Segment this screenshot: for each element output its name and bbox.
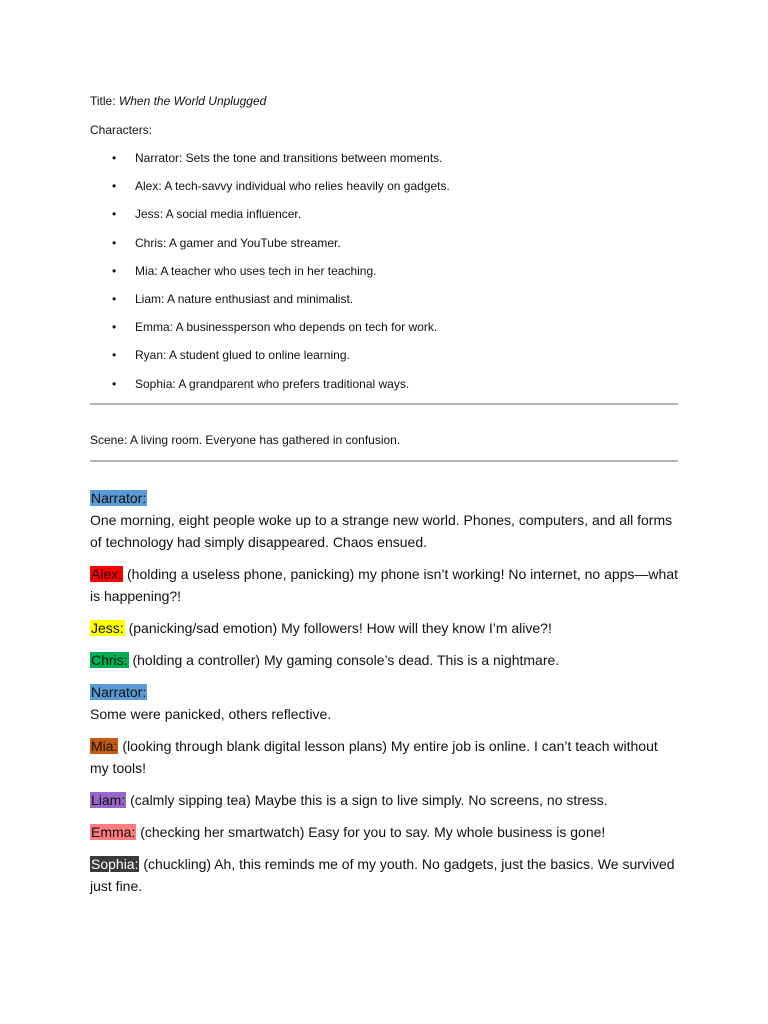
bullet-icon: • bbox=[112, 207, 117, 222]
dialogue-text: One morning, eight people woke up to a strange new world. Phones, computers, and all forms of technology had simply disappeared. Chaos ensued. bbox=[90, 512, 673, 550]
speaker-narrator: Narrator: bbox=[91, 490, 147, 506]
dialogue-text: (calmly sipping tea) Maybe this is a sign to live simply. No screens, no stress. bbox=[130, 792, 608, 808]
speaker-mia: Mia: bbox=[91, 738, 118, 754]
divider-bottom bbox=[90, 460, 678, 462]
dialogue-text: (panicking/sad emotion) My followers! How will they know I’m alive?! bbox=[128, 620, 552, 636]
dialogue-jess bbox=[90, 617, 678, 639]
speaker-narrator: Narrator: bbox=[91, 684, 147, 700]
dialogue-liam bbox=[90, 789, 678, 811]
bullet-icon: • bbox=[112, 179, 117, 194]
characters-heading: Characters: bbox=[90, 123, 153, 137]
character-item-liam: • Liam: A nature enthusiast and minimalist. bbox=[112, 291, 354, 306]
bullet-icon: • bbox=[112, 376, 117, 391]
divider-top bbox=[90, 403, 678, 405]
dialogue-emma bbox=[90, 821, 678, 843]
bullet-icon: • bbox=[112, 235, 117, 250]
character-item-ryan: • Ryan: A student glued to online learning. bbox=[112, 348, 350, 363]
bullet-icon: • bbox=[112, 320, 117, 335]
title-label: Title: bbox=[90, 94, 116, 108]
dialogue-text: (checking her smartwatch) Easy for you to say. My whole business is gone! bbox=[140, 824, 606, 840]
dialogue-text: (chuckling) Ah, this reminds me of my youth. No gadgets, just the basics. We survived just fine. bbox=[90, 856, 675, 894]
character-item-mia: • Mia: A teacher who uses tech in her teaching. bbox=[112, 263, 377, 278]
dialogue-narrator-1 bbox=[90, 487, 678, 553]
dialogue-mia bbox=[90, 735, 678, 779]
dialogue-alex bbox=[90, 563, 678, 607]
speaker-alex: Alex: bbox=[91, 566, 123, 582]
character-item-narrator: • Narrator: Sets the tone and transitions between moments. bbox=[112, 151, 443, 165]
character-item-emma: • Emma: A businessperson who depends on tech for work. bbox=[112, 320, 438, 335]
dialogue-text: (looking through blank digital lesson plans) My entire job is online. I can’t teach without my tools! bbox=[90, 738, 658, 776]
bullet-icon: • bbox=[112, 263, 117, 278]
character-list bbox=[90, 150, 678, 404]
speaker-chris: Chris: bbox=[91, 652, 128, 668]
scene-description: Scene: A living room. Everyone has gathered in confusion. bbox=[90, 433, 401, 447]
dialogue-sophia bbox=[90, 853, 678, 897]
dialogue-chris bbox=[90, 649, 678, 671]
bullet-icon: • bbox=[112, 291, 117, 306]
character-item-alex: • Alex: A tech-savvy individual who relies heavily on gadgets. bbox=[112, 179, 450, 194]
character-item-jess: • Jess: A social media influencer. bbox=[112, 207, 302, 222]
character-item-sophia: • Sophia: A grandparent who prefers traditional ways. bbox=[112, 376, 410, 391]
title-line bbox=[90, 93, 266, 109]
dialogue-text: Some were panicked, others reflective. bbox=[90, 706, 332, 722]
play-title: When the World Unplugged bbox=[118, 94, 267, 108]
dialogue-narrator-2 bbox=[90, 681, 678, 725]
dialogue-text: (holding a controller) My gaming console’s dead. This is a nightmare. bbox=[132, 652, 560, 668]
bullet-icon: • bbox=[112, 348, 117, 363]
speaker-liam: Liam: bbox=[91, 792, 126, 808]
speaker-emma: Emma: bbox=[91, 824, 136, 840]
dialogue-text: (holding a useless phone, panicking) my phone isn’t working! No internet, no apps—what is happening?! bbox=[90, 566, 678, 604]
speaker-sophia: Sophia: bbox=[91, 856, 139, 872]
character-item-chris: • Chris: A gamer and YouTube streamer. bbox=[112, 235, 341, 250]
speaker-jess: Jess: bbox=[91, 620, 124, 636]
bullet-icon: • bbox=[112, 151, 117, 165]
